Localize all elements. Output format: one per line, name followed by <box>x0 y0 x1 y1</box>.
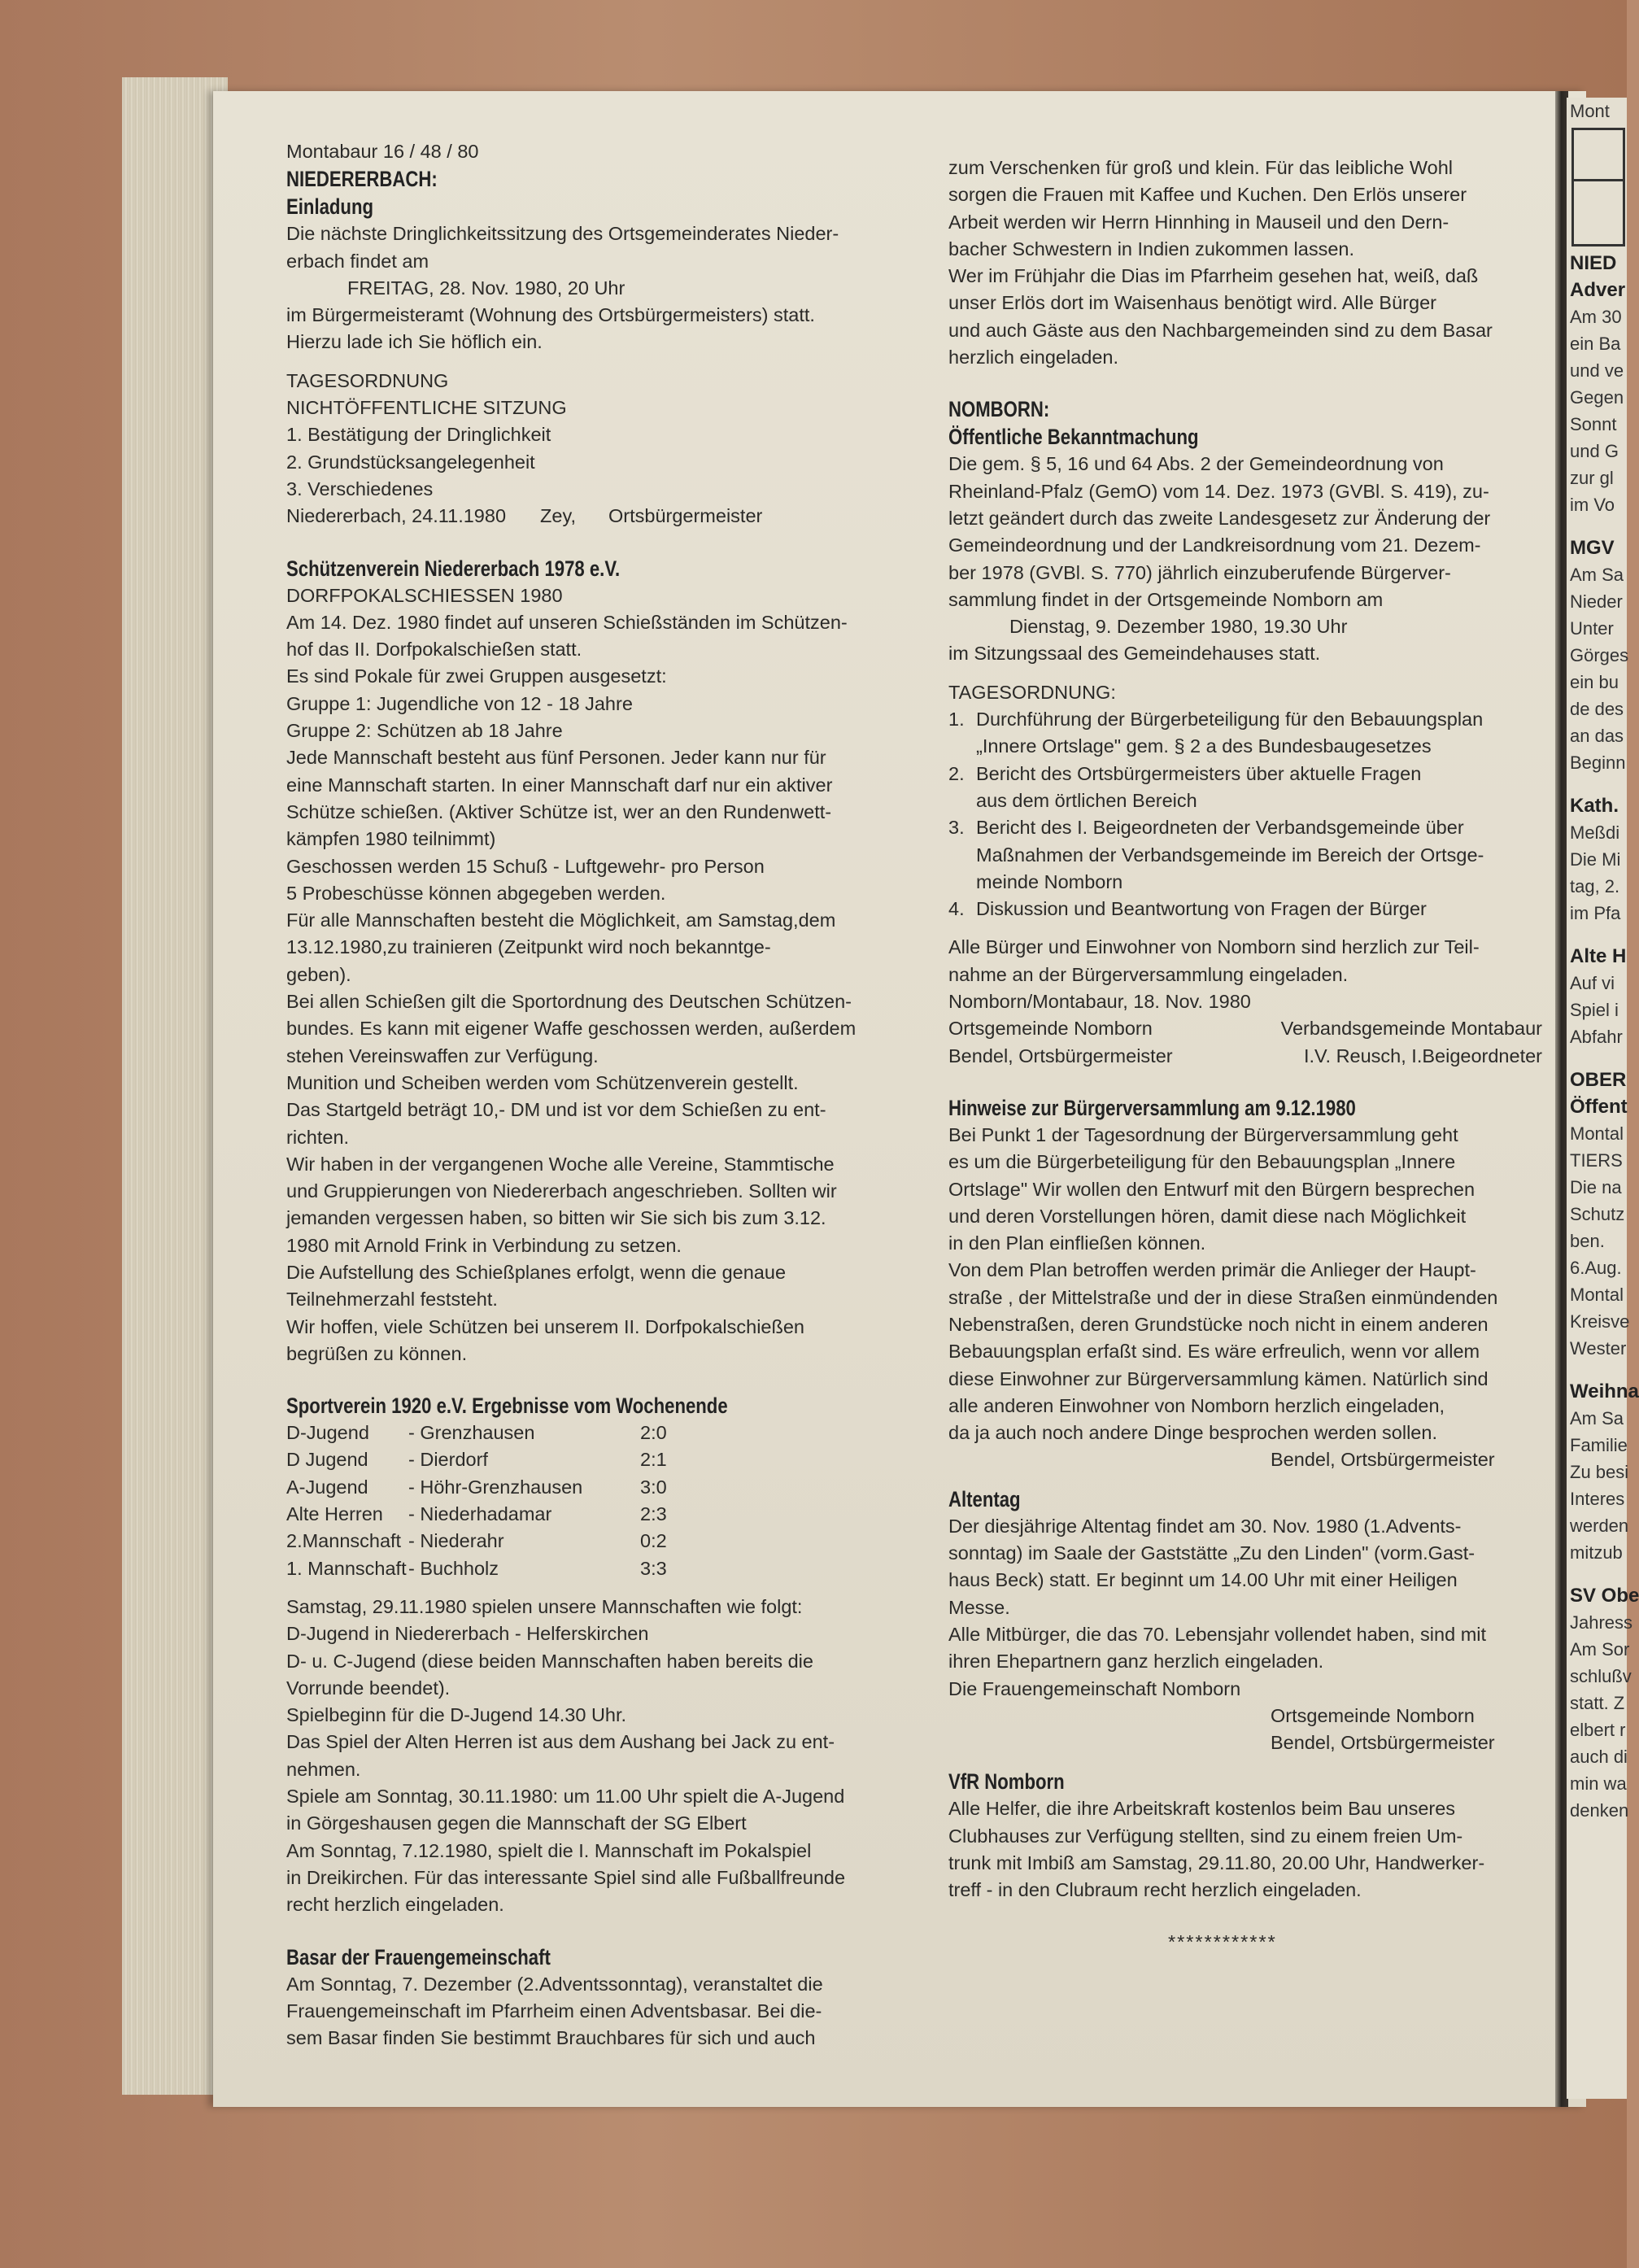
text-line: Am Sonntag, 7.12.1980, spielt die I. Mannschaft im Pokalspiel <box>286 1839 812 1861</box>
text-line: D-Jugend in Niedererbach - Helferskirchen <box>286 1623 649 1645</box>
basar-text <box>286 1971 945 2052</box>
text-line: Munition und Scheiben werden vom Schützenverein gestellt. <box>286 1071 799 1093</box>
adjacent-text-fragment: Sonnt <box>1570 414 1617 434</box>
agenda-number <box>948 733 976 760</box>
hinweise-heading: Hinweise zur Bürgerversammlung am 9.12.1980 <box>948 1095 1356 1120</box>
sportverein-heading: Sportverein 1920 e.V. Ergebnisse vom Wochenende <box>286 1394 728 1419</box>
agenda-title: TAGESORDNUNG: <box>948 681 1116 703</box>
adjacent-text-fragment: und G <box>1570 441 1619 461</box>
meeting-date: Dienstag, 9. Dezember 1980, 19.30 Uhr <box>1009 616 1348 638</box>
hinweise-text <box>948 1122 1560 1447</box>
text-line: unser Erlös dort im Waisenhaus benötigt wird. Alle Bürger <box>948 292 1436 314</box>
text-line: Nebenstraßen, deren Grundstücke noch nicht in einem anderen <box>948 1313 1489 1335</box>
text-line: hof das II. Dorfpokalschießen statt. <box>286 639 582 661</box>
text-line: Teilnehmerzahl feststeht. <box>286 1289 498 1311</box>
adjacent-text-fragment: Auf vi <box>1570 973 1615 993</box>
adjacent-text-fragment: Die na <box>1570 1177 1622 1197</box>
text-line: alle anderen Einwohner von Nomborn herzlich eingeladen, <box>948 1394 1445 1416</box>
agenda-item <box>948 896 1560 922</box>
agenda-item: 3. Verschiedenes <box>286 478 434 499</box>
text-line: Am Sonntag, 7. Dezember (2.Adventssonntag), veranstaltet die <box>286 1973 823 1995</box>
meeting-place: im Sitzungssaal des Gemeindehauses statt. <box>948 643 1321 665</box>
text-line: kämpfen 1980 teilnimmt) <box>286 828 496 850</box>
adjacent-text-fragment: Interes <box>1570 1489 1625 1509</box>
agenda-number <box>948 787 976 814</box>
agenda-item <box>948 869 1560 896</box>
agenda-text: meinde Nomborn <box>976 870 1123 892</box>
text-line: Wir hoffen, viele Schützen bei unserem II. Dorfpokalschießen <box>286 1315 804 1337</box>
einladung-text <box>286 220 945 355</box>
text-line: Messe. <box>948 1596 1010 1618</box>
result-team: D-Jugend <box>286 1422 369 1444</box>
adjacent-text-fragment: Gegen <box>1570 387 1624 408</box>
text-line: Wer im Frühjahr die Dias im Pfarrheim gesehen hat, weiß, daß <box>948 265 1479 287</box>
adjacent-text-fragment: de des <box>1570 699 1624 719</box>
text-line: in Görgeshausen gegen die Mannschaft der SG Elbert <box>286 1812 747 1834</box>
altentag-heading: Altentag <box>948 1486 1021 1511</box>
text-line: da ja auch noch andere Dinge besprochen werden sollen. <box>948 1422 1437 1444</box>
text-line: es um die Bürgerbeteiligung für den Bebauungsplan „Innere <box>948 1151 1456 1173</box>
agenda-text: aus dem örtlichen Bereich <box>976 789 1197 811</box>
adjacent-text-fragment <box>1567 1362 1627 1378</box>
text-line: bundes. Es kann mit eigener Waffe geschossen werden, außerdem <box>286 1018 857 1040</box>
text-line: recht herzlich eingeladen. <box>286 1894 504 1916</box>
result-row <box>286 1474 689 1501</box>
adjacent-text-fragment: im Pfa <box>1570 903 1621 923</box>
text-line: jemanden vergessen haben, so bitten wir Sie sich bis zum 3.12. <box>286 1207 826 1229</box>
text-line: Geschossen werden 15 Schuß - Luftgewehr- pro Person <box>286 855 765 877</box>
agenda-number <box>948 869 976 896</box>
adjacent-text-fragment: ben. <box>1570 1231 1605 1251</box>
result-score: 2:1 <box>640 1449 667 1471</box>
text-line: stehen Vereinswaffen zur Verfügung. <box>286 1045 599 1066</box>
result-team: 2.Mannschaft <box>286 1530 402 1552</box>
hinweise-signature: Bendel, Ortsbürgermeister <box>1271 1449 1495 1471</box>
adjacent-text-fragment: Wester <box>1570 1338 1627 1359</box>
adjacent-text-fragment: Meßdi <box>1570 822 1620 843</box>
text-line: sammlung findet in der Ortsgemeinde Nomborn am <box>948 588 1384 610</box>
signature-line <box>286 503 945 530</box>
agenda-item <box>948 733 1560 760</box>
adjacent-text-fragment: ein bu <box>1570 672 1619 692</box>
adjacent-text-fragment: Unter <box>1570 618 1614 639</box>
bekanntmachung-text <box>948 451 1560 613</box>
text-line: begrüßen zu können. <box>286 1342 468 1364</box>
einladung-heading: Einladung <box>286 194 374 220</box>
text-line: Hierzu lade ich Sie höflich ein. <box>286 331 543 353</box>
result-match: - Dierdorf <box>408 1449 488 1471</box>
agenda-text: Durchführung der Bürgerbeteiligung für den Bebauungsplan <box>976 709 1484 731</box>
text-line: diese Einwohner zur Bürgerversammlung kämen. Natürlich sind <box>948 1367 1489 1389</box>
result-team: 1. Mannschaft <box>286 1557 407 1579</box>
adjacent-text-fragment <box>1567 1566 1627 1582</box>
text-line: zum Verschenken für groß und klein. Für das leibliche Wohl <box>948 157 1454 178</box>
text-line: Nomborn/Montabaur, 18. Nov. 1980 <box>948 991 1251 1013</box>
result-match: - Niederahr <box>408 1530 504 1552</box>
agenda-text: Diskussion und Beantwortung von Fragen der Bürger <box>976 898 1427 920</box>
text-line: Alle Mitbürger, die das 70. Lebensjahr vollendet haben, sind mit <box>948 1623 1487 1645</box>
adjacent-text-fragment: Am Sa <box>1570 1408 1624 1428</box>
adjacent-text-fragment: Kreisve <box>1570 1311 1630 1332</box>
text-line: Bei Punkt 1 der Tagesordnung der Bürgerversammlung geht <box>948 1123 1458 1145</box>
text-line: sorgen die Frauen mit Kaffee und Kuchen. Den Erlös unserer <box>948 184 1467 206</box>
adjacent-text-fragment: Die Mi <box>1570 849 1621 870</box>
adjacent-text-fragment: SV Obe <box>1570 1585 1639 1607</box>
agenda-number: 1. <box>948 709 965 731</box>
text-line: straße , der Mittelstraße und der in diese Straßen einmündenden <box>948 1286 1498 1308</box>
adjacent-text-fragment: OBER <box>1570 1069 1627 1091</box>
text-line: Frauengemeinschaft im Pfarrheim einen Adventsbasar. Bei die- <box>286 2000 822 2022</box>
text-line: Der diesjährige Altentag findet am 30. Nov. 1980 (1.Advents- <box>948 1515 1462 1537</box>
result-match: - Grenzhausen <box>408 1422 535 1444</box>
text-line: Schütze schießen. (Aktiver Schütze ist, wer an den Rundenwett- <box>286 800 832 822</box>
result-score: 3:0 <box>640 1476 667 1498</box>
text-line: Das Startgeld beträgt 10,- DM und ist vor dem Schießen zu ent- <box>286 1099 826 1121</box>
text-line: und Gruppierungen von Niedererbach angeschrieben. Sollten wir <box>286 1180 837 1202</box>
agenda-item: 2. Grundstücksangelegenheit <box>286 451 535 473</box>
agenda-number: 2. <box>948 762 965 784</box>
adjacent-page-fragment <box>1567 98 1639 2099</box>
adjacent-text-fragment: Am Sa <box>1570 565 1624 585</box>
page-edges <box>122 77 228 2095</box>
basar-heading: Basar der Frauengemeinschaft <box>286 1944 551 1969</box>
agenda-text: Maßnahmen der Verbandsgemeinde im Bereich der Ortsge- <box>976 844 1484 866</box>
agenda-text: Bericht des I. Beigeordneten der Verbandsgemeinde über <box>976 817 1464 839</box>
adjacent-text-fragment: ein Ba <box>1570 334 1621 354</box>
adjacent-text-fragment: schlußv <box>1570 1666 1632 1686</box>
schuetzenverein-heading: Schützenverein Niedererbach 1978 e.V. <box>286 556 621 581</box>
adjacent-text-fragment: Weihna <box>1570 1380 1639 1402</box>
adjacent-text-fragment: TIERS <box>1570 1150 1623 1171</box>
text-line: Rheinland-Pfalz (GemO) vom 14. Dez. 1973 (GVBl. S. 419), zu- <box>948 480 1489 502</box>
adjacent-text-fragment: MGV <box>1570 537 1615 559</box>
text-line: nahme an der Bürgerversammlung eingeladen. <box>948 963 1349 985</box>
result-score: 0:2 <box>640 1530 667 1552</box>
text-line: Spielbeginn für die D-Jugend 14.30 Uhr. <box>286 1704 627 1726</box>
agenda-text: „Innere Ortslage" gem. § 2 a des Bundesbaugesetzes <box>976 735 1432 757</box>
result-match: - Niederhadamar <box>408 1503 552 1525</box>
left-column <box>286 138 945 2052</box>
niedererbach-heading: NIEDERERBACH: <box>286 167 438 192</box>
sign-left: Bendel, Ortsbürgermeister <box>948 1045 1173 1066</box>
adjacent-text-fragment: Kath. <box>1570 795 1619 817</box>
adjacent-box-graphic <box>1571 128 1625 246</box>
sign-role: Ortsbürgermeister <box>608 505 763 527</box>
adjacent-text-fragment <box>1567 927 1627 943</box>
vfr-heading: VfR Nomborn <box>948 1769 1065 1795</box>
text-line: geben). <box>286 963 351 985</box>
agenda-item <box>948 842 1560 869</box>
adjacent-text-fragment: und ve <box>1570 360 1624 381</box>
text-line: Für alle Mannschaften besteht die Möglichkeit, am Samstag,dem <box>286 909 836 931</box>
adjacent-text-fragment <box>1567 1050 1627 1066</box>
text-line: Von dem Plan betroffen werden primär die Anlieger der Haupt- <box>948 1259 1476 1281</box>
sign-left: Ortsgemeinde Nomborn <box>948 1018 1153 1040</box>
result-row <box>286 1446 689 1473</box>
agenda-text: Bericht des Ortsbürgermeisters über aktuelle Fragen <box>976 762 1422 784</box>
adjacent-text-fragment: Alte H <box>1570 945 1627 967</box>
text-line: und deren Vorstellungen hören, damit diese nach Möglichkeit <box>948 1205 1467 1227</box>
adjacent-lines <box>1567 250 1639 1824</box>
text-line: Gruppe 1: Jugendliche von 12 - 18 Jahre <box>286 692 633 714</box>
adjacent-text-fragment: 6.Aug. <box>1570 1258 1622 1278</box>
adjacent-text-fragment: NIED <box>1570 252 1617 274</box>
text-line: erbach findet am <box>286 250 429 272</box>
adjacent-text-fragment: Am Sor <box>1570 1639 1630 1660</box>
text-line: sonntag) im Saale der Gaststätte „Zu den Linden" (vorm.Gast- <box>948 1542 1476 1564</box>
sign-place: Niedererbach, 24.11.1980 <box>286 505 507 527</box>
invitation-text <box>948 934 1560 1015</box>
agenda-item <box>948 706 1560 733</box>
adjacent-text-fragment: Schutz <box>1570 1204 1625 1224</box>
schuetzenverein-subtitle: DORFPOKALSCHIESSEN 1980 <box>286 584 563 606</box>
text-line: richten. <box>286 1126 350 1148</box>
text-line: Alle Helfer, die ihre Arbeitskraft kostenlos beim Bau unseres <box>948 1798 1456 1820</box>
adjacent-text-fragment: auch di <box>1570 1747 1628 1767</box>
text-line: bacher Schwestern in Indien zukommen lassen. <box>948 238 1354 260</box>
adjacent-text-fragment: mitzub <box>1570 1542 1623 1563</box>
text-line: Am 14. Dez. 1980 findet auf unseren Schießständen im Schützen- <box>286 611 848 633</box>
adjacent-text-fragment: Jahress <box>1570 1612 1633 1633</box>
adjacent-text-fragment: Montal <box>1570 1123 1624 1144</box>
adjacent-text-fragment: Montal <box>1570 1284 1624 1305</box>
text-line: Die Aufstellung des Schießplanes erfolgt, wenn die genaue <box>286 1261 787 1283</box>
right-column <box>948 155 1560 1956</box>
adjacent-text-fragment: Familie <box>1570 1435 1628 1455</box>
text-line: und auch Gäste aus den Nachbargemeinden sind zu dem Basar <box>948 319 1493 341</box>
signature-row <box>948 1043 1542 1070</box>
agenda-item <box>948 814 1560 841</box>
text-line: Es sind Pokale für zwei Gruppen ausgesetzt: <box>286 665 667 687</box>
text-line: Ortslage" Wir wollen den Entwurf mit den Bürgern besprechen <box>948 1178 1476 1200</box>
altentag-signature: Bendel, Ortsbürgermeister <box>1271 1732 1495 1754</box>
adjacent-text-fragment: Spiel i <box>1570 1000 1619 1020</box>
text-line: im Bürgermeisteramt (Wohnung des Ortsbürgermeisters) statt. <box>286 304 815 326</box>
adjacent-text-fragment: Öffent <box>1570 1096 1628 1118</box>
text-line: Bei allen Schießen gilt die Sportordnung des Deutschen Schützen- <box>286 991 852 1013</box>
text-line: sem Basar finden Sie bestimmt Brauchbares für sich und auch <box>286 2027 816 2049</box>
adjacent-text-fragment: zur gl <box>1570 468 1614 488</box>
result-row <box>286 1555 689 1582</box>
text-line: ber 1978 (GVBl. S. 770) jährlich einzuberufende Bürgerver- <box>948 561 1451 583</box>
adjacent-text-fragment: Abfahr <box>1570 1027 1623 1047</box>
result-team: Alte Herren <box>286 1503 383 1525</box>
adjacent-text-fragment: im Vo <box>1570 495 1615 515</box>
adjacent-text-fragment: Zu besi <box>1570 1462 1629 1482</box>
agenda-list <box>948 706 1560 922</box>
separator-stars: ************ <box>1168 1930 1277 1952</box>
text-line: 1980 mit Arnold Frink in Verbindung zu setzen. <box>286 1234 682 1256</box>
signature-row <box>948 1015 1542 1042</box>
schuetzenverein-text <box>286 609 945 1367</box>
adjacent-text-fragment: an das <box>1570 726 1624 746</box>
adjacent-text-fragment <box>1567 518 1627 534</box>
meeting-date: FREITAG, 28. Nov. 1980, 20 Uhr <box>347 277 626 299</box>
text-line: Jede Mannschaft besteht aus fünf Personen. Jeder kann nur für <box>286 747 826 769</box>
sign-right: I.V. Reusch, I.Beigeordneter <box>1303 1045 1542 1066</box>
text-line: trunk mit Imbiß am Samstag, 29.11.80, 20.00 Uhr, Handwerker- <box>948 1852 1485 1874</box>
adjacent-text-fragment: Am 30 <box>1570 307 1622 327</box>
text-line: Gemeindeordnung und der Landkreisordnung vom 21. Dezem- <box>948 534 1481 556</box>
result-row <box>286 1501 689 1528</box>
text-line: ihren Ehepartnern ganz herzlich eingeladen. <box>948 1651 1324 1673</box>
altentag-text <box>948 1513 1560 1703</box>
agenda-number: 4. <box>948 898 965 920</box>
result-team: A-Jugend <box>286 1476 368 1498</box>
result-row <box>286 1528 689 1555</box>
text-line: letzt geändert durch das zweite Landesgesetz zur Änderung der <box>948 507 1491 529</box>
issue-header: Montabaur 16 / 48 / 80 <box>286 141 479 162</box>
text-line: Arbeit werden wir Herrn Hinnhing in Mauseil und den Dern- <box>948 211 1449 233</box>
adjacent-text-fragment <box>1567 776 1627 792</box>
result-score: 2:3 <box>640 1503 667 1525</box>
agenda-number: 3. <box>948 817 965 839</box>
text-line: eine Mannschaft starten. In einer Mannschaft darf nur ein aktiver <box>286 774 833 796</box>
text-line: Wir haben in der vergangenen Woche alle Vereine, Stammtische <box>286 1153 835 1175</box>
agenda-title: TAGESORDNUNG <box>286 369 449 391</box>
text-line: Vorrunde beendet). <box>286 1677 451 1699</box>
adjacent-text-fragment: statt. Z <box>1570 1693 1625 1713</box>
result-team: D Jugend <box>286 1449 368 1471</box>
agenda-item: 1. Bestätigung der Dringlichkeit <box>286 424 551 446</box>
sign-right: Verbandsgemeinde Montabaur <box>1280 1018 1542 1040</box>
text-line: treff - in den Clubraum recht herzlich eingeladen. <box>948 1879 1362 1901</box>
agenda-item <box>948 787 1560 814</box>
adjacent-text-fragment: min wa <box>1570 1773 1627 1794</box>
nomborn-heading: NOMBORN: <box>948 397 1050 422</box>
agenda-subtitle: NICHTÖFFENTLICHE SITZUNG <box>286 397 567 419</box>
adjacent-text-fragment: Görges <box>1570 645 1629 665</box>
result-score: 2:0 <box>640 1422 667 1444</box>
text-line: herzlich eingeladen. <box>948 347 1119 369</box>
adjacent-header: Mont <box>1570 101 1610 121</box>
text-line: haus Beck) statt. Er beginnt um 14.00 Uhr mit einer Heiligen <box>948 1569 1458 1591</box>
result-score: 3:3 <box>640 1557 667 1579</box>
text-line: Die gem. § 5, 16 und 64 Abs. 2 der Gemeindeordnung von <box>948 453 1444 475</box>
results-table <box>286 1420 689 1582</box>
text-line: nehmen. <box>286 1758 361 1780</box>
result-match: - Buchholz <box>408 1557 499 1579</box>
adjacent-text-fragment: Nieder <box>1570 591 1623 612</box>
bekanntmachung-heading: Öffentliche Bekanntmachung <box>948 425 1199 450</box>
adjacent-text-fragment: werden <box>1570 1516 1629 1536</box>
text-line: in den Plan einfließen können. <box>948 1232 1206 1254</box>
agenda-item <box>948 761 1560 787</box>
adjacent-text-fragment: Beginn <box>1570 752 1626 773</box>
text-line: Samstag, 29.11.1980 spielen unsere Mannschaften wie folgt: <box>286 1595 803 1617</box>
text-line: Bebauungsplan erfaßt sind. Es wäre erfreulich, wenn vor allem <box>948 1341 1480 1363</box>
sign-name: Zey, <box>540 505 576 527</box>
text-line: Die Frauengemeinschaft Nomborn <box>948 1677 1241 1699</box>
agenda-number <box>948 842 976 869</box>
vfr-text <box>948 1795 1560 1904</box>
adjacent-text-fragment: Adver <box>1570 279 1626 301</box>
text-line: in Dreikirchen. Für das interessante Spiel sind alle Fußballfreunde <box>286 1866 846 1888</box>
text-line: Clubhauses zur Verfügung stellten, sind zu einem freien Um- <box>948 1825 1463 1847</box>
text-line: Gruppe 2: Schützen ab 18 Jahre <box>286 720 563 742</box>
result-row <box>286 1420 689 1446</box>
adjacent-text-fragment: elbert r <box>1570 1720 1626 1740</box>
text-line: Das Spiel der Alten Herren ist aus dem Aushang bei Jack zu ent- <box>286 1731 835 1753</box>
text-line: Alle Bürger und Einwohner von Nomborn sind herzlich zur Teil- <box>948 936 1480 958</box>
adjacent-text-fragment: denken <box>1570 1800 1629 1821</box>
text-line: Die nächste Dringlichkeitssitzung des Ortsgemeinderates Nieder- <box>286 223 839 245</box>
basar-continued-text <box>948 155 1560 371</box>
adjacent-text-fragment: tag, 2. <box>1570 876 1620 896</box>
text-line: 13.12.1980,zu trainieren (Zeitpunkt wird noch bekanntge- <box>286 936 771 958</box>
text-line: 5 Probeschüsse können abgegeben werden. <box>286 882 666 904</box>
text-line: D- u. C-Jugend (diese beiden Mannschaften haben bereits die <box>286 1650 813 1672</box>
result-match: - Höhr-Grenzhausen <box>408 1476 583 1498</box>
sportverein-text <box>286 1594 945 1919</box>
altentag-signature: Ortsgemeinde Nomborn <box>1271 1704 1475 1726</box>
text-line: Spiele am Sonntag, 30.11.1980: um 11.00 Uhr spielt die A-Jugend <box>286 1786 845 1808</box>
